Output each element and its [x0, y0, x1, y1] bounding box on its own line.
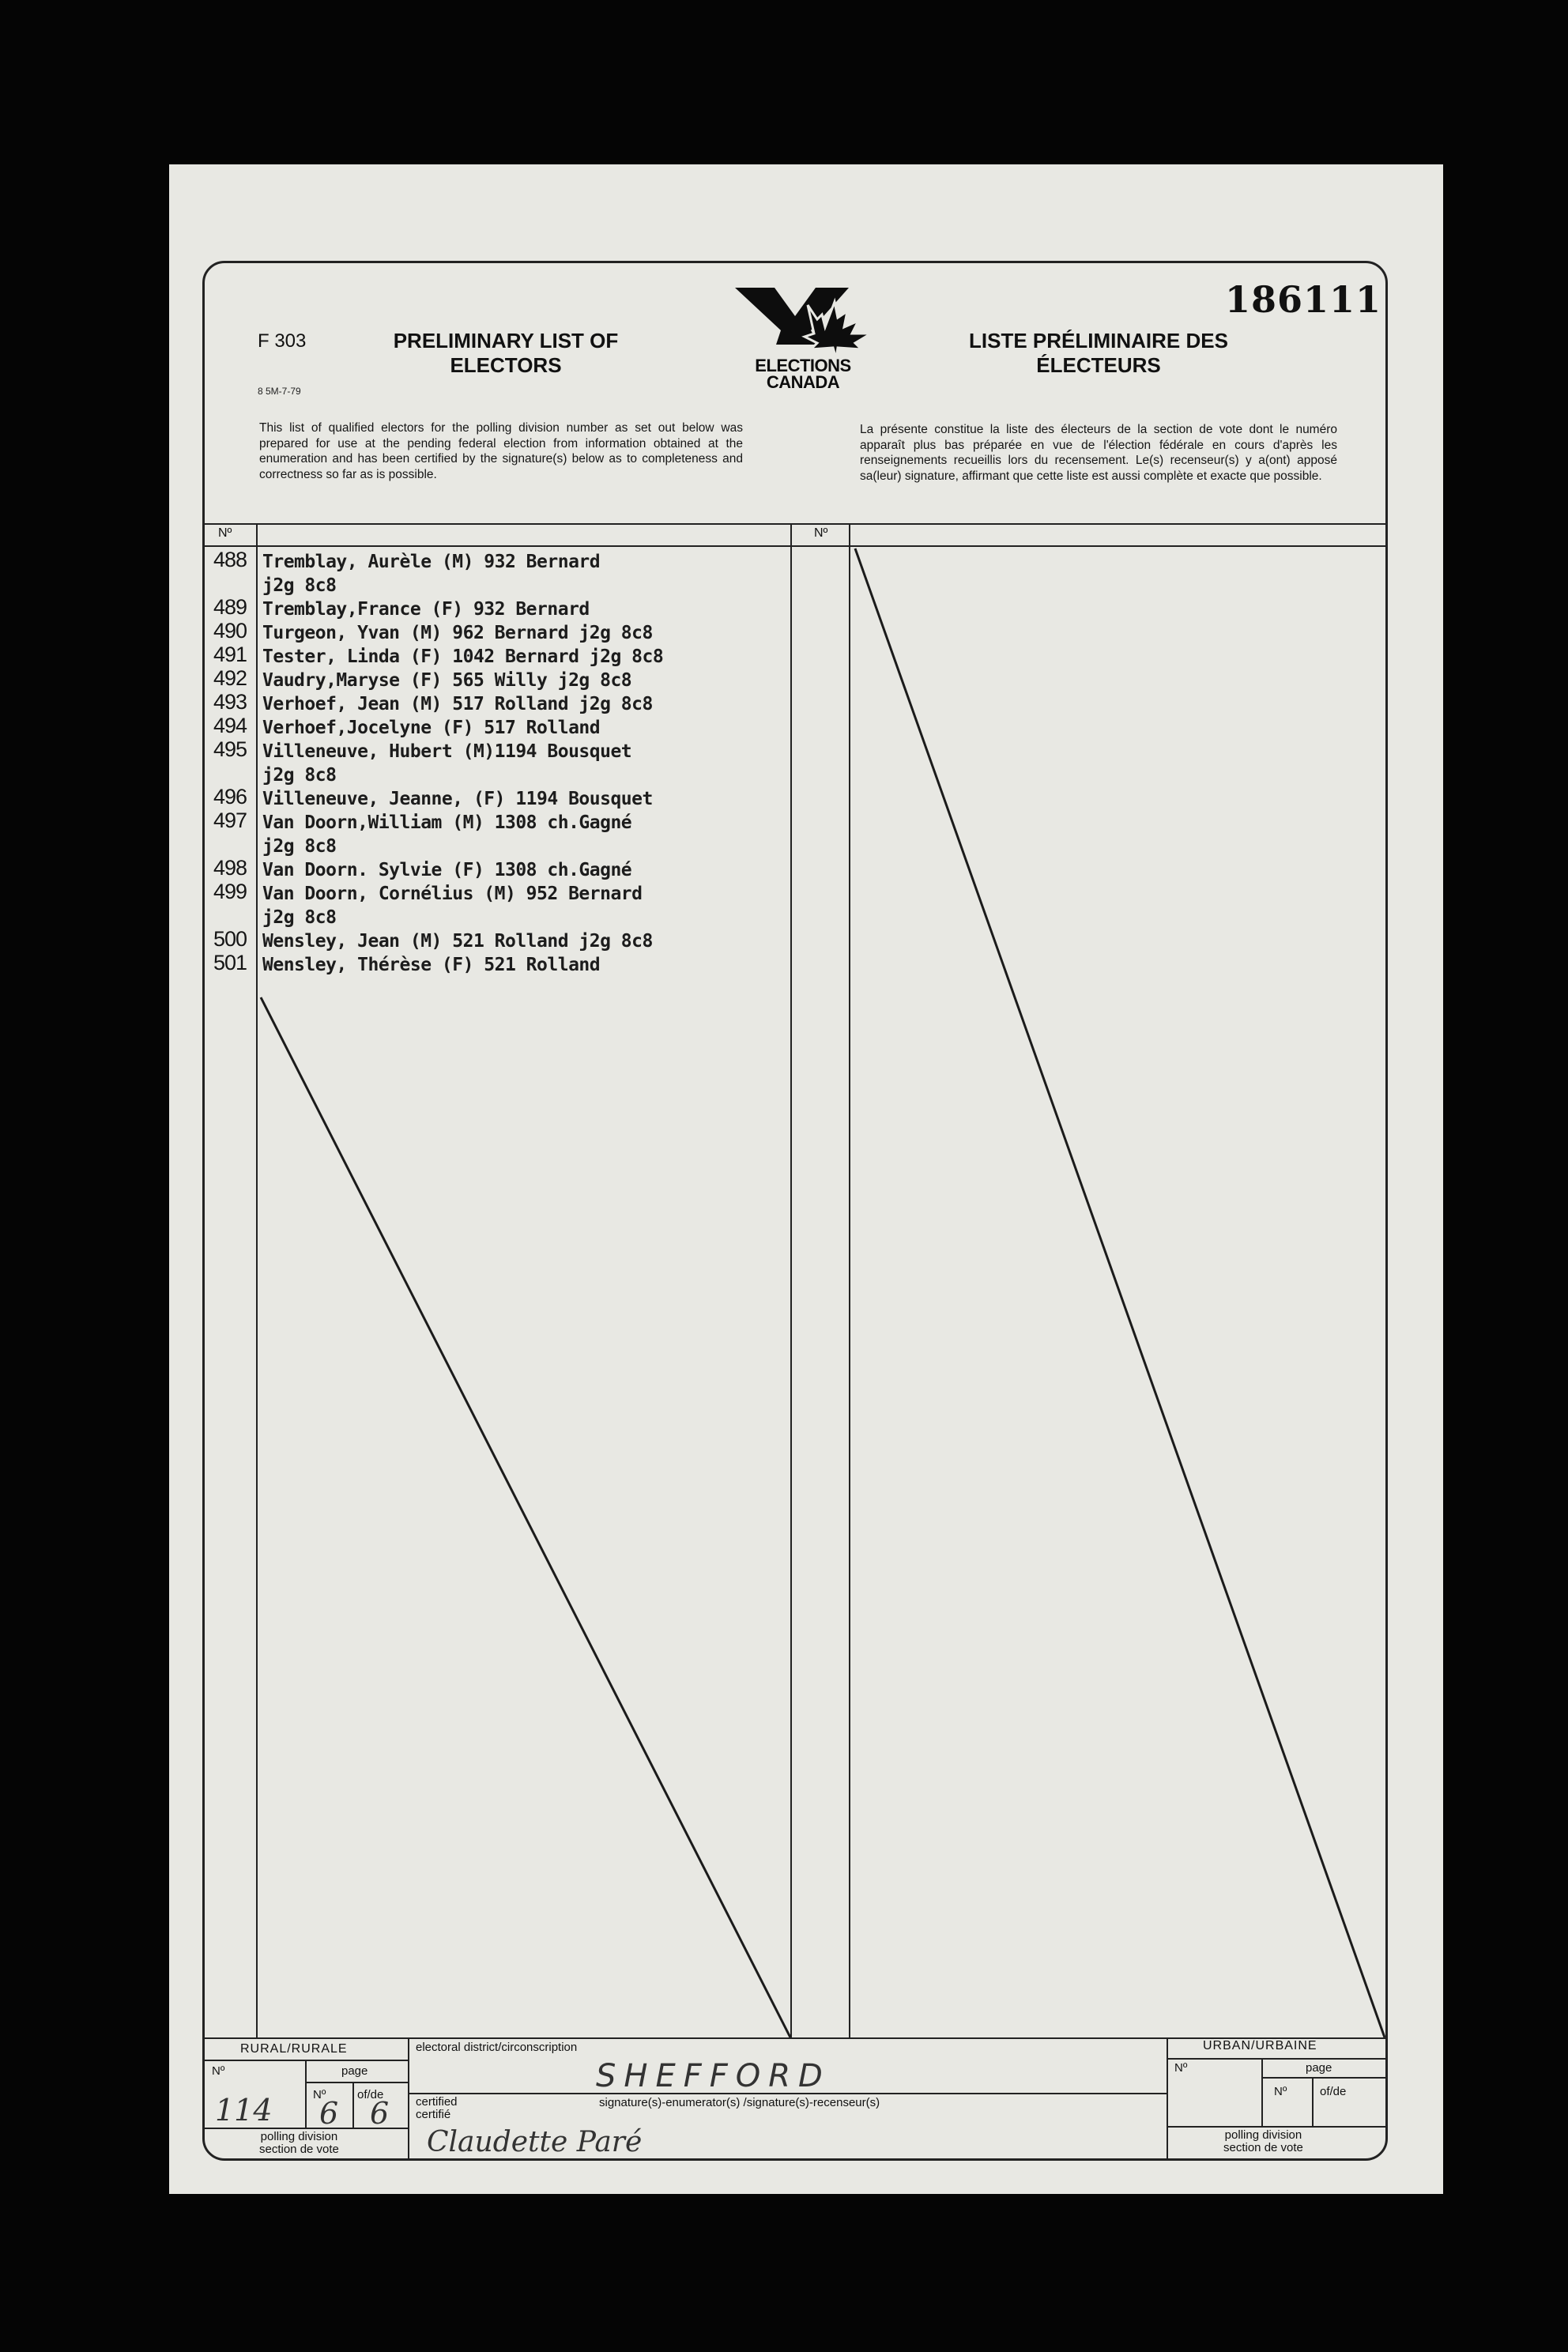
- elector-number: 497: [213, 808, 247, 832]
- elector-row: [213, 738, 798, 762]
- elector-row: [213, 548, 798, 572]
- urban-polling-label-en: polling division: [1224, 2128, 1302, 2142]
- elector-details: Wensley, Thérèse (F) 521 Rolland: [262, 955, 601, 975]
- elector-list: [213, 548, 798, 975]
- elector-details: Wensley, Jean (M) 521 Rolland j2g 8c8: [262, 931, 653, 952]
- elector-row: [213, 691, 798, 714]
- elector-row: [213, 928, 798, 952]
- elector-row: [213, 952, 798, 975]
- title-english: [371, 329, 640, 378]
- elector-number: 496: [213, 785, 247, 808]
- footer-rural-divider: [408, 2037, 409, 2161]
- rural-of-divider: [352, 2082, 354, 2128]
- certified-label: [416, 2096, 458, 2121]
- elector-number: 501: [213, 951, 247, 974]
- rural-polling-number: 114: [215, 2093, 273, 2128]
- elector-number: 488: [213, 548, 247, 571]
- elector-number: 500: [213, 927, 247, 951]
- footer-urban-divider: [1167, 2037, 1168, 2161]
- intro-french: La présente constitue la liste des électeurs de la section de vote dont le numéro apparaît plus bas préparée en vue de l'élection fédérale en cours d'après les renseignements recueillis lors du recensement. Le(s) recenseur(s) y a(ont) apposé sa(leur) signature, affirmant que cette liste est aussi complète et exacte que possible.: [860, 423, 1337, 483]
- elector-number: 491: [213, 643, 247, 666]
- elector-number: 494: [213, 714, 247, 737]
- urban-page-no-label: Nº: [1274, 2085, 1287, 2098]
- elector-details: j2g 8c8: [262, 765, 337, 786]
- elector-row: [213, 904, 798, 928]
- right-number-column-line: [849, 523, 850, 2039]
- elector-row: [213, 643, 798, 667]
- intro-english: This list of qualified electors for the polling division number as set out below was prepared for use at the pending federal election from information obtained at the enumeration and has been certified by the signature(s) below as to completeness and correctness so far as is possible.: [259, 421, 743, 481]
- elector-number: 490: [213, 619, 247, 643]
- electoral-district-label: electoral district/circonscription: [416, 2041, 578, 2054]
- title-en-line2: ELECTORS: [450, 353, 562, 377]
- certified-label-en: certified: [416, 2095, 458, 2109]
- rural-polling-label-fr: section de vote: [259, 2143, 339, 2156]
- column-header-divider: [202, 545, 1388, 547]
- elector-row: [213, 572, 798, 596]
- elector-details: Tremblay, Aurèle (M) 932 Bernard: [262, 552, 601, 572]
- elector-row: [213, 857, 798, 880]
- form-date-code: 8 5M-7-79: [258, 386, 301, 397]
- elector-row: [213, 833, 798, 857]
- elector-row: [213, 596, 798, 620]
- elector-row: [213, 667, 798, 691]
- elector-details: j2g 8c8: [262, 575, 337, 596]
- urban-label: URBAN/URBAINE: [1203, 2039, 1317, 2052]
- urban-polling-label: [1223, 2129, 1303, 2154]
- rural-page-underline: [305, 2082, 408, 2083]
- urban-of-divider: [1312, 2077, 1314, 2126]
- form-number: F 303: [258, 330, 307, 352]
- elector-row: [213, 762, 798, 786]
- elector-details: j2g 8c8: [262, 907, 337, 928]
- elector-details: Verhoef,Jocelyne (F) 517 Rolland: [262, 718, 601, 738]
- elector-number: 499: [213, 880, 247, 903]
- rural-no-label: Nº: [212, 2064, 225, 2078]
- rural-label: RURAL/RURALE: [240, 2042, 348, 2056]
- elector-row: [213, 809, 798, 833]
- title-en-line1: PRELIMINARY LIST OF: [393, 329, 619, 352]
- elector-number: 493: [213, 690, 247, 714]
- rural-page-no-label: Nº: [313, 2088, 326, 2101]
- logo-line2: CANADA: [766, 372, 840, 392]
- elector-details: Tester, Linda (F) 1042 Bernard j2g 8c8: [262, 646, 664, 667]
- urban-polling-label-fr: section de vote: [1223, 2141, 1303, 2154]
- elector-details: Van Doorn,William (M) 1308 ch.Gagné: [262, 812, 632, 833]
- elector-details: Tremblay,France (F) 932 Bernard: [262, 599, 590, 620]
- certified-label-fr: certifié: [416, 2108, 451, 2121]
- rural-polling-label-en: polling division: [260, 2130, 338, 2143]
- serial-number: 186111: [1225, 278, 1382, 321]
- elector-details: j2g 8c8: [262, 836, 337, 857]
- signature-label: signature(s)-enumerator(s) /signature(s)-recenseur(s): [599, 2096, 880, 2109]
- elector-number: 492: [213, 666, 247, 690]
- logo-wordmark: [724, 357, 882, 390]
- elector-number: 489: [213, 595, 247, 619]
- rural-page-number: 6: [319, 2096, 339, 2131]
- elector-details: Turgeon, Yvan (M) 962 Bernard j2g 8c8: [262, 623, 653, 643]
- right-no-header: Nº: [814, 526, 828, 540]
- urban-page-underline: [1261, 2077, 1388, 2079]
- urban-label-underline: [1167, 2058, 1388, 2060]
- rural-polling-label: [259, 2131, 339, 2156]
- left-no-header: Nº: [218, 526, 232, 540]
- urban-of-label: of/de: [1320, 2085, 1347, 2098]
- elector-row: [213, 620, 798, 643]
- title-fr-line1: LISTE PRÉLIMINAIRE DES: [969, 329, 1228, 352]
- elector-number: 495: [213, 737, 247, 761]
- elector-number: 498: [213, 856, 247, 880]
- title-fr-line2: ÉLECTEURS: [1036, 353, 1161, 377]
- elector-details: Vaudry,Maryse (F) 565 Willy j2g 8c8: [262, 670, 632, 691]
- elector-details: Villeneuve, Jeanne, (F) 1194 Bousquet: [262, 789, 653, 809]
- rural-page-label: page: [341, 2064, 368, 2078]
- elector-details: Verhoef, Jean (M) 517 Rolland j2g 8c8: [262, 694, 653, 714]
- rural-of-label: of/de: [357, 2088, 384, 2101]
- elector-details: Van Doorn. Sylvie (F) 1308 ch.Gagné: [262, 860, 632, 880]
- header-divider: [202, 523, 1388, 525]
- elector-details: Villeneuve, Hubert (M)1194 Bousquet: [262, 741, 632, 762]
- rural-page-of: 6: [370, 2096, 390, 2131]
- enumerator-signature: Claudette Paré: [427, 2126, 643, 2158]
- urban-no-label: Nº: [1174, 2061, 1188, 2075]
- logo-line1: ELECTIONS: [755, 356, 851, 375]
- urban-page-label: page: [1306, 2061, 1332, 2075]
- elector-details: Van Doorn, Cornélius (M) 952 Bernard: [262, 884, 643, 904]
- rural-page-divider: [305, 2060, 307, 2128]
- urban-page-divider: [1261, 2058, 1263, 2126]
- elector-row: [213, 714, 798, 738]
- title-french: [933, 329, 1265, 378]
- elector-row: [213, 880, 798, 904]
- electoral-district-value: SHEFFORD: [596, 2058, 831, 2094]
- urban-polling-line: [1167, 2126, 1388, 2128]
- elector-row: [213, 786, 798, 809]
